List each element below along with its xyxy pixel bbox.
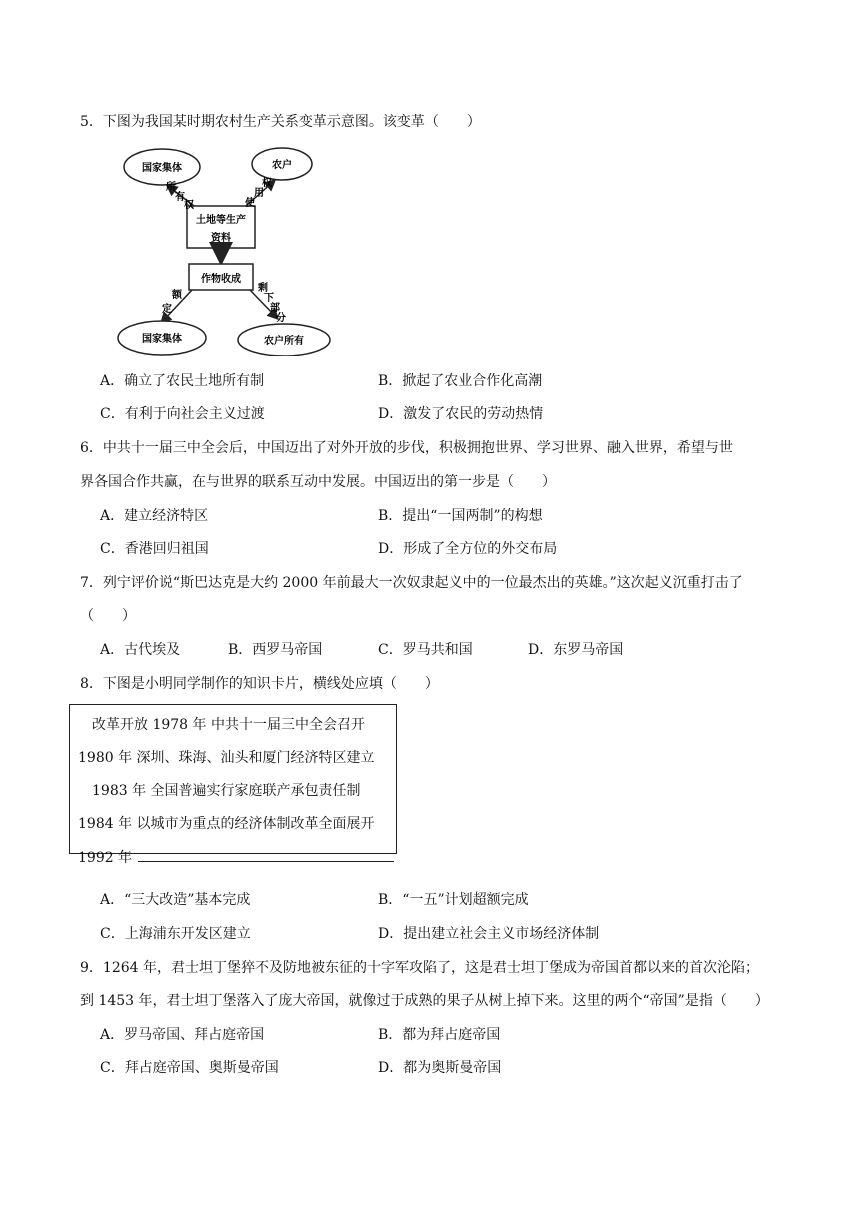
q7-option-a[interactable]: A．古代埃及	[100, 642, 181, 658]
q5-option-a[interactable]: A．确立了农民土地所有制	[100, 373, 265, 389]
card-row-1978: 改革开放 1978 年 中共十一届三中全会召开	[92, 717, 365, 733]
card-row-1984: 1984 年 以城市为重点的经济体制改革全面展开	[78, 816, 375, 832]
diagram-text-harvest: 作物收成	[201, 274, 241, 285]
label-fixed-1: 额	[172, 290, 182, 301]
label-rest-3: 部	[270, 303, 280, 314]
card-row-1983: 1983 年 全国普遍实行家庭联产承包责任制	[92, 783, 361, 799]
q9-stem-line1: 9．1264 年，君士坦丁堡猝不及防地被东征的十字军攻陷了，这是君士坦丁堡成为帝国首都以来的首次沦陷；	[80, 960, 759, 976]
card-row-1992	[78, 847, 394, 868]
q8-stem: 8．下图是小明同学制作的知识卡片，横线处应填（ ）	[80, 676, 439, 692]
label-ownership-2: 有	[175, 192, 185, 203]
diagram-text-land-2: 资料	[211, 233, 231, 244]
q7-option-b[interactable]: B．西罗马帝国	[228, 642, 323, 658]
diagram-text-farmer-owned: 农户所有	[264, 336, 304, 347]
q9-option-c[interactable]: C．拜占庭帝国、奥斯曼帝国	[100, 1060, 279, 1076]
q8-option-d[interactable]: D．提出建立社会主义市场经济体制	[378, 926, 600, 942]
q6-option-a[interactable]: A．建立经济特区	[100, 508, 209, 524]
q8-option-a[interactable]: A．“三大改造”基本完成	[100, 892, 251, 908]
q7-option-c[interactable]: C．罗马共和国	[378, 642, 473, 658]
card-row-1980: 1980 年 深圳、珠海、汕头和厦门经济特区建立	[78, 750, 375, 766]
q7-stem-line1: 7．列宁评价说“斯巴达克是大约 2000 年前最大一次奴隶起义中的一位最杰出的英雄。”这次起义沉重打击了	[80, 575, 743, 591]
q8-option-c[interactable]: C．上海浦东开发区建立	[100, 926, 251, 942]
label-ownership-1: 所	[166, 182, 176, 193]
q6-option-c[interactable]: C．香港回归祖国	[100, 541, 209, 557]
q9-option-d[interactable]: D．都为奥斯曼帝国	[378, 1060, 502, 1076]
q5-diagram	[112, 146, 342, 356]
q5-option-c[interactable]: C．有利于向社会主义过渡	[100, 406, 265, 422]
q6-option-d[interactable]: D．形成了全方位的外交布局	[378, 541, 558, 557]
q9-option-b[interactable]: B．都为拜占庭帝国	[378, 1027, 501, 1043]
label-use-1: 使	[245, 198, 255, 209]
q5-option-b[interactable]: B．掀起了农业合作化高潮	[378, 373, 543, 389]
knowledge-card	[69, 704, 397, 866]
diagram-text-state-collective-top: 国家集体	[142, 163, 182, 174]
q5-option-d[interactable]: D．激发了农民的劳动热情	[378, 406, 544, 422]
label-fixed-2: 定	[162, 304, 172, 315]
q6-stem-line2: 界各国合作共赢，在与世界的联系互动中发展。中国迈出的第一步是（ ）	[80, 474, 556, 490]
q7-stem-line2: （ ）	[80, 608, 136, 624]
label-rest-2: 下	[264, 293, 274, 304]
label-ownership-3: 权	[184, 200, 194, 211]
diagram-text-state-collective-bottom: 国家集体	[142, 334, 182, 345]
label-rest-4: 分	[276, 313, 286, 324]
diagram-text-land-1: 土地等生产	[196, 215, 246, 226]
q5-stem: 5．下图为我国某时期农村生产关系变革示意图。该变革（ ）	[80, 114, 481, 130]
diagram-text-farmer: 农户	[272, 160, 292, 171]
card-year-1992: 1992 年	[78, 850, 133, 866]
q7-option-d[interactable]: D．东罗马帝国	[528, 642, 624, 658]
q9-stem-line2: 到 1453 年，君士坦丁堡落入了庞大帝国，就像过于成熟的果子从树上掉下来。这里的两个“帝国”是指（ ）	[80, 993, 769, 1009]
label-use-3: 权	[262, 178, 272, 189]
label-rest-1: 剩	[258, 283, 268, 294]
q9-option-a[interactable]: A．罗马帝国、拜占庭帝国	[100, 1027, 265, 1043]
answer-blank	[138, 847, 394, 862]
q8-option-b[interactable]: B．“一五”计划超额完成	[378, 892, 529, 908]
q6-option-b[interactable]: B．提出“一国两制”的构想	[378, 508, 543, 524]
q6-stem-line1: 6．中共十一届三中全会后，中国迈出了对外开放的步伐，积极拥抱世界、学习世界、融入世界，希望与世	[80, 440, 733, 456]
label-use-2: 用	[254, 188, 264, 199]
